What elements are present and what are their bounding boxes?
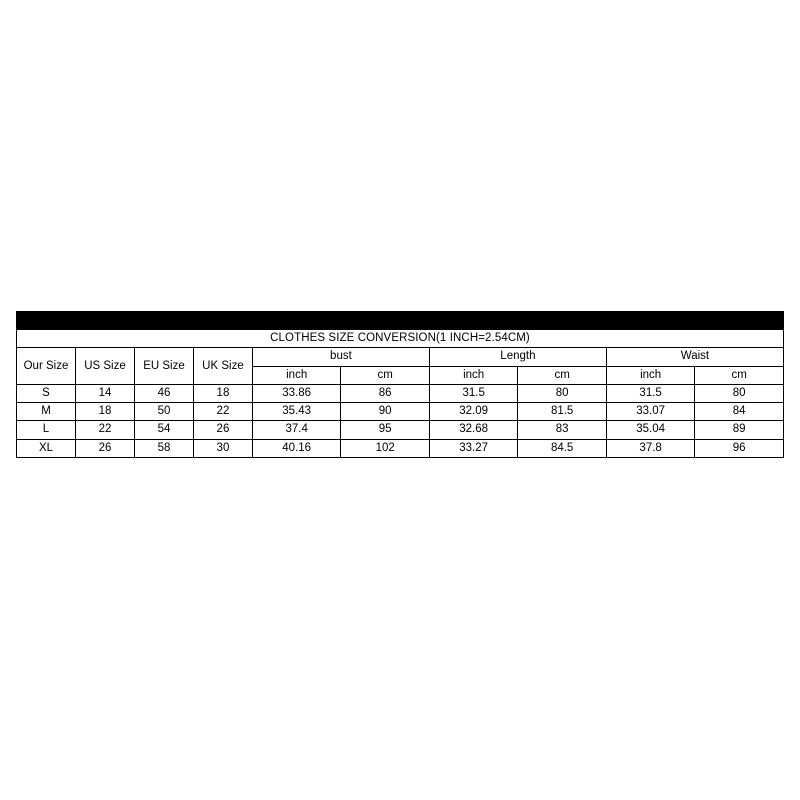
cell-bust-cm: 102: [341, 439, 429, 457]
header-us-size: US Size: [75, 348, 134, 384]
header-waist-inch: inch: [606, 366, 694, 384]
table-row: [17, 384, 784, 402]
cell-bust-cm: 86: [341, 384, 429, 402]
cell-bust-inch: 40.16: [252, 439, 340, 457]
cell-us-size: 14: [75, 384, 134, 402]
chart-title-row: [17, 312, 784, 330]
cell-bust-cm: 95: [341, 421, 429, 439]
header-group-waist: Waist: [606, 348, 783, 366]
cell-us-size: 18: [75, 403, 134, 421]
cell-waist-inch: 33.07: [606, 403, 694, 421]
table-row: [17, 403, 784, 421]
header-bust-cm: cm: [341, 366, 429, 384]
table-row: [17, 439, 784, 457]
header-eu-size: EU Size: [134, 348, 193, 384]
size-chart-table: [16, 311, 784, 458]
cell-eu-size: 50: [134, 403, 193, 421]
cell-uk-size: 22: [193, 403, 252, 421]
cell-us-size: 26: [75, 439, 134, 457]
cell-waist-inch: 31.5: [606, 384, 694, 402]
header-group-bust: bust: [252, 348, 429, 366]
group-header-row: [17, 348, 784, 366]
cell-waist-inch: 37.8: [606, 439, 694, 457]
cell-length-inch: 31.5: [429, 384, 517, 402]
chart-subtitle: CLOTHES SIZE CONVERSION(1 INCH=2.54CM): [17, 330, 784, 348]
size-chart-container: [16, 311, 784, 458]
cell-length-cm: 83: [518, 421, 606, 439]
header-length-inch: inch: [429, 366, 517, 384]
header-uk-size: UK Size: [193, 348, 252, 384]
cell-bust-inch: 33.86: [252, 384, 340, 402]
chart-subtitle-row: [17, 330, 784, 348]
header-group-length: Length: [429, 348, 606, 366]
cell-uk-size: 30: [193, 439, 252, 457]
cell-length-inch: 32.68: [429, 421, 517, 439]
cell-our-size: XL: [17, 439, 76, 457]
header-bust-inch: inch: [252, 366, 340, 384]
cell-bust-cm: 90: [341, 403, 429, 421]
cell-length-inch: 32.09: [429, 403, 517, 421]
header-length-cm: cm: [518, 366, 606, 384]
cell-our-size: S: [17, 384, 76, 402]
cell-bust-inch: 35.43: [252, 403, 340, 421]
header-our-size-line1: Our Size: [23, 359, 69, 372]
cell-waist-cm: 80: [695, 384, 784, 402]
cell-waist-inch: 35.04: [606, 421, 694, 439]
cell-length-cm: 81.5: [518, 403, 606, 421]
cell-waist-cm: 84: [695, 403, 784, 421]
cell-length-cm: 80: [518, 384, 606, 402]
cell-length-cm: 84.5: [518, 439, 606, 457]
cell-eu-size: 46: [134, 384, 193, 402]
cell-us-size: 22: [75, 421, 134, 439]
cell-uk-size: 26: [193, 421, 252, 439]
cell-eu-size: 54: [134, 421, 193, 439]
cell-waist-cm: 96: [695, 439, 784, 457]
header-waist-cm: cm: [695, 366, 784, 384]
cell-waist-cm: 89: [695, 421, 784, 439]
cell-eu-size: 58: [134, 439, 193, 457]
cell-our-size: L: [17, 421, 76, 439]
table-row: [17, 421, 784, 439]
cell-length-inch: 33.27: [429, 439, 517, 457]
chart-title: SIZE CHART: [17, 312, 784, 330]
cell-our-size: M: [17, 403, 76, 421]
cell-uk-size: 18: [193, 384, 252, 402]
header-our-size: [17, 348, 76, 384]
cell-bust-inch: 37.4: [252, 421, 340, 439]
